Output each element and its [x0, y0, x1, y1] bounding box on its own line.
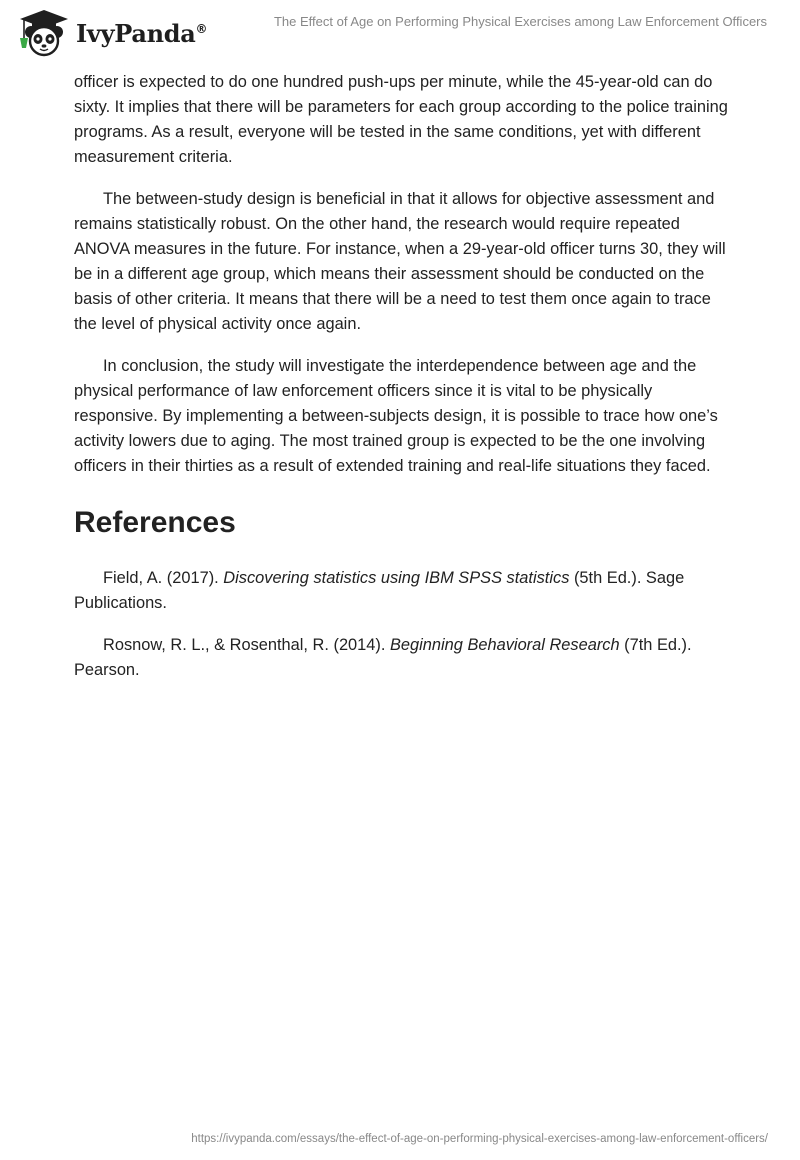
registered-mark: ®	[195, 21, 208, 36]
reference-entry	[74, 633, 730, 683]
panda-graduate-icon	[16, 8, 72, 58]
references-heading: References	[74, 506, 236, 539]
reference-authors: Field, A. (2017).	[103, 569, 224, 587]
body-paragraph: officer is expected to do one hundred push-ups per minute, while the 45-year-old can do sixty. It implies that there will be parameters for each group according to the police training programs. As a result, everyone will be tested in the same conditions, yet with different measurement criteria.	[74, 73, 728, 166]
brand-name: IvyPanda®	[76, 18, 208, 48]
reference-authors: Rosnow, R. L., & Rosenthal, R. (2014).	[103, 636, 390, 654]
brand-logo[interactable]	[16, 8, 207, 58]
reference-publisher: (7th Ed.). Pearson.	[74, 636, 692, 679]
document-body	[74, 70, 730, 700]
source-url[interactable]: https://ivypanda.com/essays/the-effect-of-age-on-performing-physical-exercises-among-law-enforcement-officers/	[191, 1133, 768, 1145]
document-running-title: The Effect of Age on Performing Physical Exercises among Law Enforcement Officers	[273, 14, 767, 29]
reference-publisher: (5th Ed.). Sage Publications.	[74, 569, 685, 612]
body-paragraph: The between-study design is beneficial in that it allows for objective assessment and remains statistically robust. On the other hand, the research would require repeated ANOVA measures in the future. For instance, when a 29-year-old officer turns 30, they will be in a different age group, which means their assessment should be conducted on the basis of other criteria. It means that there will be a need to test them once again to trace the level of physical activity once again.	[74, 190, 726, 333]
reference-title: Discovering statistics using IBM SPSS statistics	[223, 569, 570, 587]
page-header	[0, 0, 800, 64]
reference-entry	[74, 566, 730, 616]
reference-title: Beginning Behavioral Research	[389, 636, 620, 654]
body-paragraph: In conclusion, the study will investigate the interdependence between age and the physical performance of law enforcement officers since it is vital to be physically responsive. By implementing a between-subjects design, it is possible to trace how one’s activity lowers due to aging. The most trained group is expected to be the one involving officers in their thirties as a result of extended training and real-life situations they faced.	[74, 357, 718, 475]
